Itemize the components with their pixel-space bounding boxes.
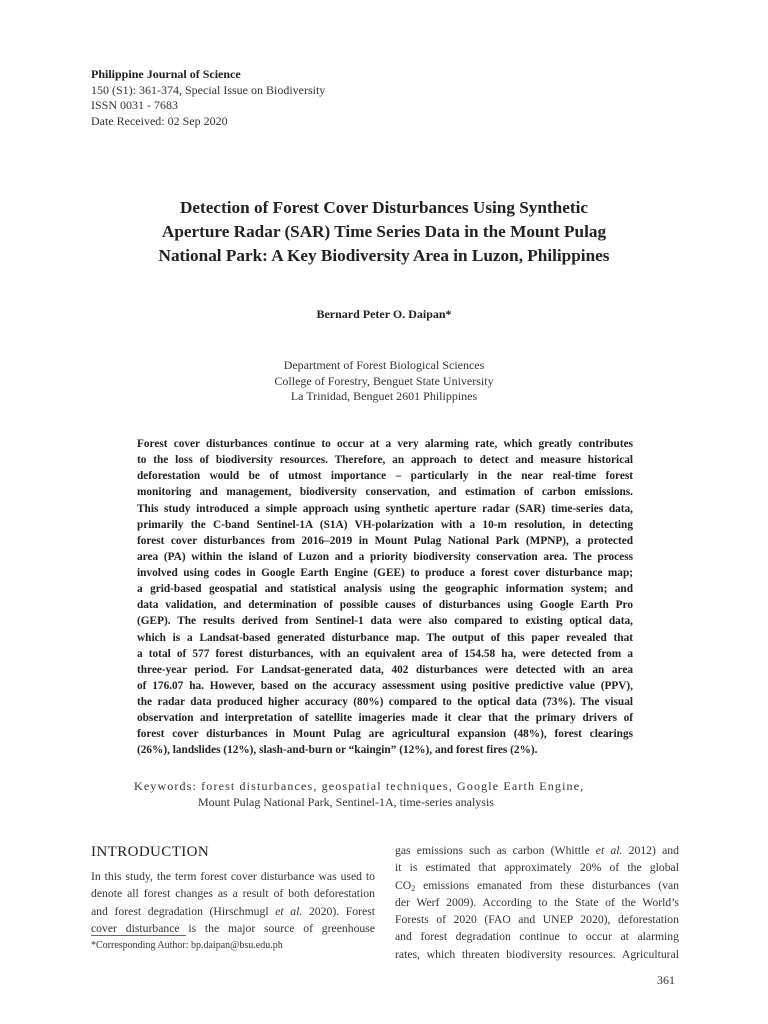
journal-name: Philippine Journal of Science	[91, 67, 241, 81]
body-line: rates, which threaten biodiversity resources. Agricultural	[395, 947, 679, 961]
body-line: In this study, the term forest cover disturbance was used to	[91, 870, 375, 883]
body-line: $CO_2$ emissions emanated from these disturbances (van	[395, 878, 679, 893]
abstract-line: primarily the C-band Sentinel-1A (S1A) VH-polarization with a 10-m resolution, in detecting	[137, 518, 633, 531]
abstract-line: to the loss of biodiversity resources. Therefore, an approach to detect and measure historical	[137, 454, 633, 467]
title-line: Aperture Radar (SAR) Time Series Data in the Mount Pulag	[161, 221, 607, 241]
abstract-line: deforestation would be of utmost importance – particularly in the near real-time forest	[137, 470, 633, 483]
abstract-line: forest cover disturbances in Mount Pulag are agricultural expansion (48%), forest clearings	[137, 728, 633, 741]
body-column-right	[395, 842, 679, 963]
date-received: Date Received: 02 Sep 2020	[91, 113, 228, 128]
author: Bernard Peter O. Daipan*	[316, 307, 452, 321]
abstract	[137, 436, 633, 759]
abstract-line: data validation, and determination of possible causes of disturbances using Google Earth Pro	[137, 599, 633, 612]
body-column-left	[91, 868, 375, 937]
body-line: Forests of 2020 (FAO and UNEP 2020), deforestation	[395, 913, 679, 927]
abstract-line: (GEP). The results derived from Sentinel-1 data were also compared to existing optical data,	[137, 615, 633, 628]
journal-issn: ISSN 0031 - 7683	[91, 98, 179, 113]
abstract-line: of 176.07 ha. However, based on the accuracy assessment using positive predictive value (PPV),	[137, 679, 633, 692]
abstract-line: monitoring and management, biodiversity conservation, and estimation of carbon emissions.	[137, 486, 633, 499]
abstract-line: a grid-based geospatial and statistical analysis using the geographic information system; and	[137, 583, 633, 596]
abstract-line: three-year period. For Landsat-generated data, 402 disturbances were detected with an area	[137, 663, 633, 676]
page-number: 361	[657, 973, 675, 987]
abstract-line: the radar data produced higher accuracy (80%) compared to the optical data (73%). The visual	[137, 696, 633, 708]
keywords	[134, 778, 632, 810]
footnote-divider	[91, 935, 186, 936]
paper-title	[100, 196, 668, 267]
journal-issue: 150 (S1): 361-374, Special Issue on Biodiversity	[91, 82, 326, 97]
abstract-line: area (PA) within the island of Luzon and a priority biodiversity conservation area. The process	[137, 550, 633, 563]
abstract-line: which is a Landsat-based generated disturbance map. The output of this paper revealed that	[137, 631, 633, 644]
affiliation	[0, 358, 768, 405]
section-heading: INTRODUCTION	[91, 844, 210, 860]
abstract-line: Forest cover disturbances continue to occur at a very alarming rate, which greatly contributes	[137, 438, 633, 450]
title-line: National Park: A Key Biodiversity Area in Luzon, Philippines	[158, 245, 610, 265]
affiliation-line: Department of Forest Biological Sciences	[283, 358, 485, 372]
body-line: denote all forest changes as a result of both deforestation	[91, 887, 375, 901]
abstract-line: forest cover disturbances from 2016–2019 in Mount Pulag National Park (MPNP), a protected	[137, 534, 633, 547]
keywords-line: Mount Pulag National Park, Sentinel-1A, time-series analysis	[198, 795, 494, 809]
body-line: cover disturbance is the major source of greenhouse	[91, 921, 375, 935]
footnote: *Corresponding Author: bp.daipan@bsu.edu.ph	[91, 940, 283, 951]
affiliation-line: College of Forestry, Benguet State University	[274, 373, 494, 388]
body-line: and forest degradation continue to occur at alarming	[395, 930, 679, 944]
title-line: Detection of Forest Cover Disturbances Using Synthetic	[180, 198, 588, 217]
abstract-line: This study introduced a simple approach using synthetic aperture radar (SAR) time-series data,	[137, 502, 633, 515]
body-line: it is estimated that approximately 20% of the global	[395, 861, 679, 875]
affiliation-line: La Trinidad, Benguet 2601 Philippines	[290, 389, 478, 404]
abstract-line: observation and interpretation of satellite imageries made it clear that the primary drivers of	[137, 712, 633, 725]
journal-info	[91, 67, 325, 129]
body-line: and forest degradation (Hirschmugl et al. 2020). Forest	[91, 904, 375, 918]
body-line: gas emissions such as carbon (Whittle et al. 2012) and	[395, 844, 679, 857]
abstract-line: (26%), landslides (12%), slash-and-burn or “kaingin” (12%), and forest fires (2%).	[137, 744, 538, 757]
keywords-line: Keywords: forest disturbances, geospatial techniques, Google Earth Engine,	[134, 779, 585, 793]
abstract-line: involved using codes in Google Earth Engine (GEE) to produce a forest cover disturbance map;	[137, 567, 633, 579]
abstract-line: a total of 577 forest disturbances, with an equivalent area of 154.58 ha, were detected from a	[137, 647, 633, 660]
body-line: der Werf 2009). According to the State of the World’s	[395, 895, 679, 909]
